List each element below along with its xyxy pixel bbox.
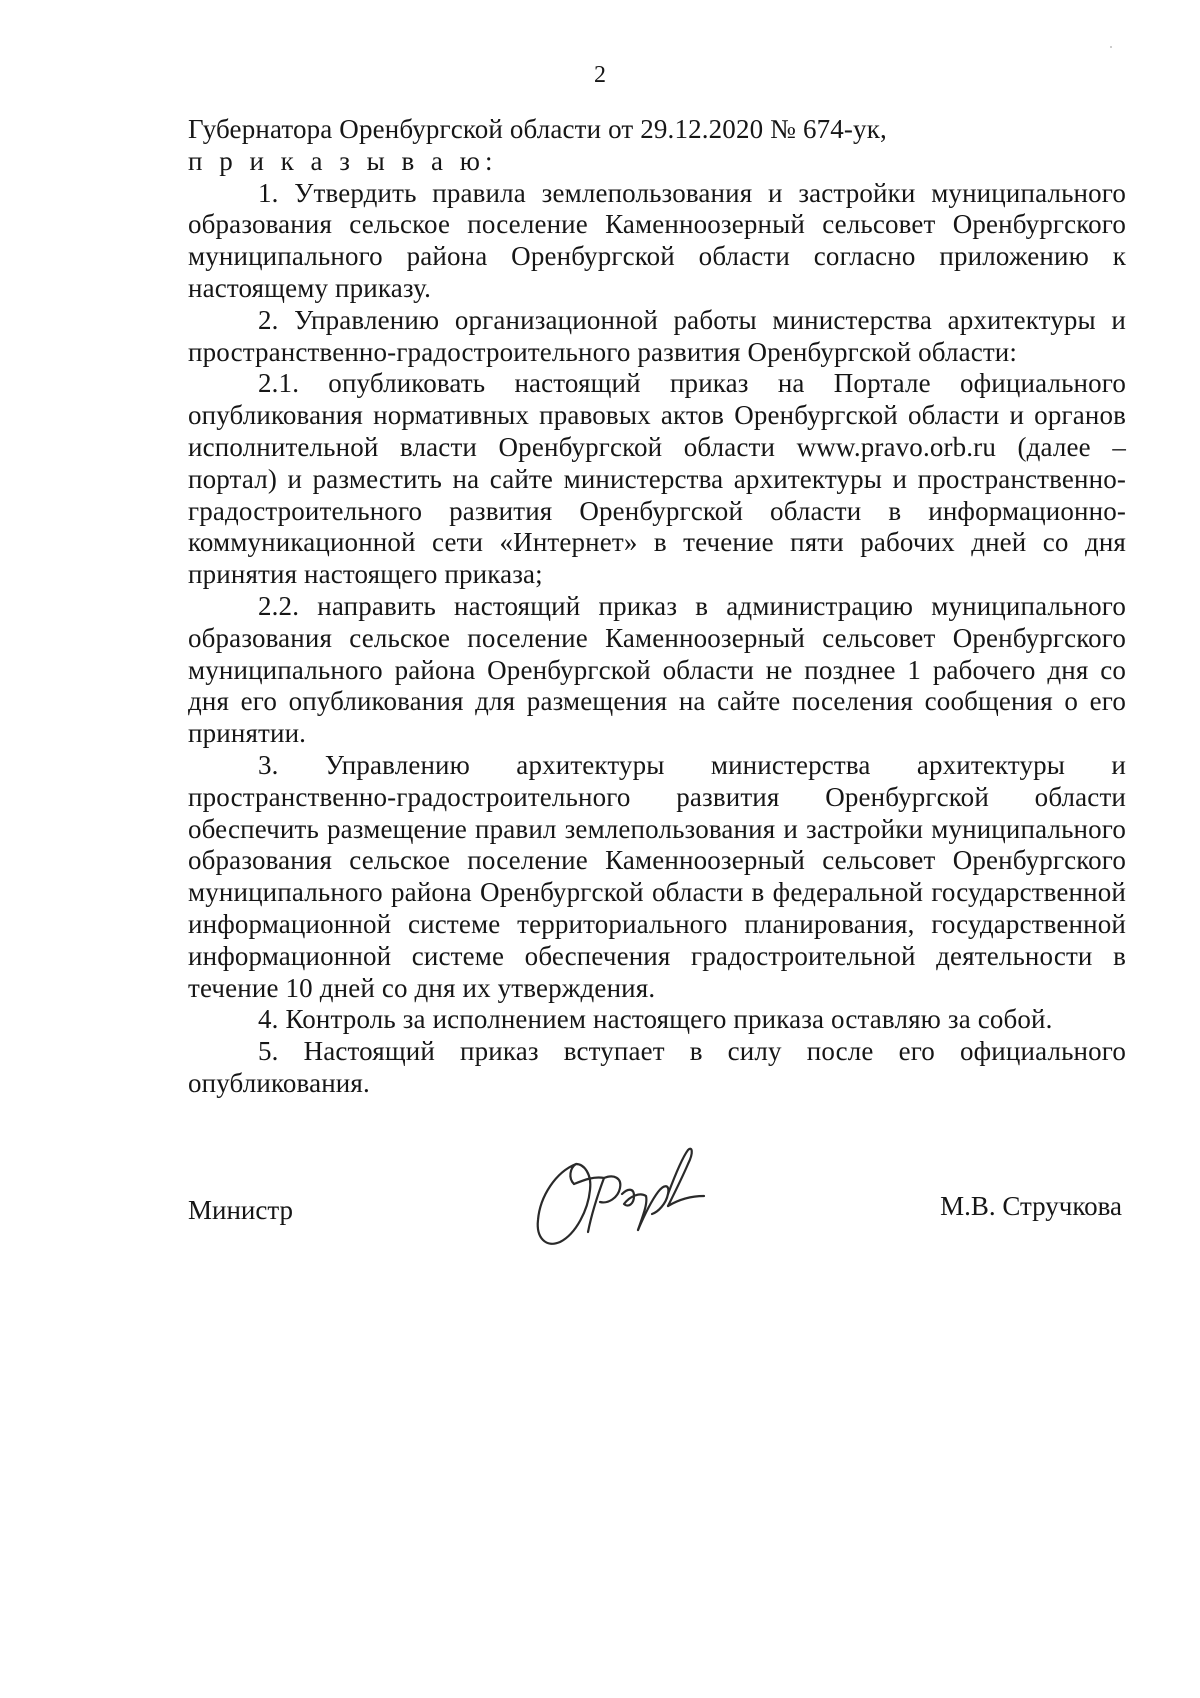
paragraph-item-2: 2. Управлению организационной работы министерства архитектуры и пространственно-градостроительного развития Оренбургской области:	[188, 304, 1126, 367]
paragraph-item-4: 4. Контроль за исполнением настоящего приказа оставляю за собой.	[258, 1004, 1053, 1035]
paragraph-item-2-2: 2.2. направить настоящий приказ в администрацию муниципального образования сельское поселение Каменноозерный сельсовет Оренбургского муниципального района Оренбургской области не позднее 1 рабочего дня со дня его опубликования для размещения на сайте поселения сообщения о его принятии.	[188, 590, 1126, 749]
handwritten-signature	[518, 1134, 728, 1264]
signatory-title: Министр	[188, 1195, 293, 1225]
scan-speck	[1110, 46, 1112, 48]
signatory-name: М.В. Стручкова	[940, 1191, 1122, 1221]
document-body	[188, 114, 1126, 1100]
signature-block	[188, 1150, 1126, 1280]
paragraph-item-3: 3. Управлению архитектуры министерства архитектуры и пространственно-градостроительного развития Оренбургской области обеспечить размещение правил землепользования и застройки муниципального образования сельское поселение Каменноозерный сельсовет Оренбургского муниципального района Оренбургской области в федеральной государственной информационной системе территориального планирования, государственной информационной системе обеспечения градостроительной деятельности в течение 10 дней со дня их утверждения.	[188, 749, 1126, 1003]
paragraph-order-word: п р и к а з ы в а ю:	[188, 145, 498, 176]
paragraph-item-1: 1. Утвердить правила землепользования и застройки муниципального образования сельское поселение Каменноозерный сельсовет Оренбургского муниципального района Оренбургской области согласно приложению к настоящему приказу.	[188, 177, 1126, 303]
page-number: 2	[594, 62, 606, 88]
paragraph-item-2-1: 2.1. опубликовать настоящий приказ на Портале официального опубликования нормативных правовых актов Оренбургской области и органов исполнительной власти Оренбургской области www.pravo.orb.ru (далее – портал) и разместить на сайте министерства архитектуры и пространственно-градостроительного развития Оренбургской области в информационно-коммуникационной сети «Интернет» в течение пяти рабочих дней со дня принятия настоящего приказа;	[188, 368, 1126, 590]
paragraph-item-5: 5. Настоящий приказ вступает в силу после его официального опубликования.	[188, 1036, 1126, 1098]
paragraph-governor-reference: Губернатора Оренбургской области от 29.12.2020 № 674-ук,	[188, 114, 887, 144]
